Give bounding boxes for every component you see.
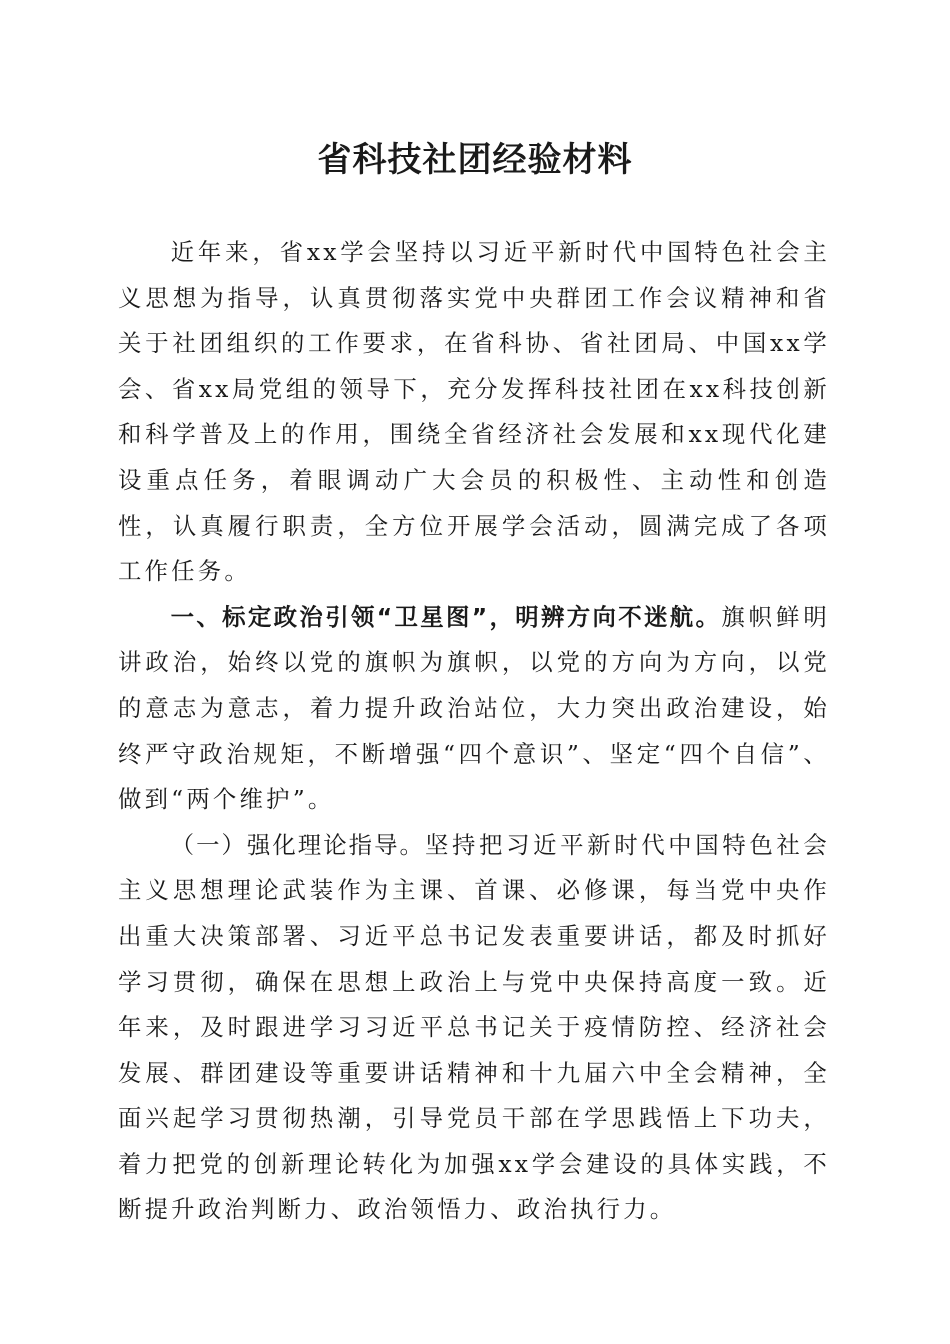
document-body [118, 230, 830, 1233]
document-title: 省科技社团经验材料 [317, 140, 633, 180]
section-one-paragraph [118, 595, 830, 823]
section-one-heading: 一、标定政治引领“卫星图”，明辨方向不迷航。 [170, 602, 722, 631]
intro-paragraph [118, 230, 830, 595]
subsection-one-paragraph [118, 823, 830, 1233]
section-one-text: 旗帜鲜明讲政治，始终以党的旗帜为旗帜，以党的方向为方向，以党的意志为意志，着力提升政治站位，大力突出政治建设，始终严守政治规矩，不断增强“四个意识”、坚定“四个自信”、做到“两个维护”。 [118, 602, 830, 814]
subsection-one-text: 坚持把习近平新时代中国特色社会主义思想理论武装作为主课、首课、必修课，每当党中央作出重大决策部署、习近平总书记发表重要讲话，都及时抓好学习贯彻，确保在思想上政治上与党中央保持高度一致。近年来，及时跟进学习习近平总书记关于疫情防控、经济社会发展、群团建设等重要讲话精神和十九届六中全会精神，全面兴起学习贯彻热潮，引导党员干部在学思践悟上下功夫，着力把党的创新理论转化为加强xx学会建设的具体实践，不断提升政治判断力、政治领悟力、政治执行力。 [118, 830, 831, 1224]
intro-paragraph-text: 近年来，省xx学会坚持以习近平新时代中国特色社会主义思想为指导，认真贯彻落实党中央群团工作会议精神和省关于社团组织的工作要求，在省科协、省社团局、中国xx学会、省xx局党组的领导下，充分发挥科技社团在xx科技创新和科学普及上的作用，围绕全省经济社会发展和xx现代化建设重点任务，着眼调动广大会员的积极性、主动性和创造性，认真履行职责，全方位开展学会活动，圆满完成了各项工作任务。 [118, 238, 830, 586]
subsection-one-heading: （一）强化理论指导。 [170, 830, 425, 859]
